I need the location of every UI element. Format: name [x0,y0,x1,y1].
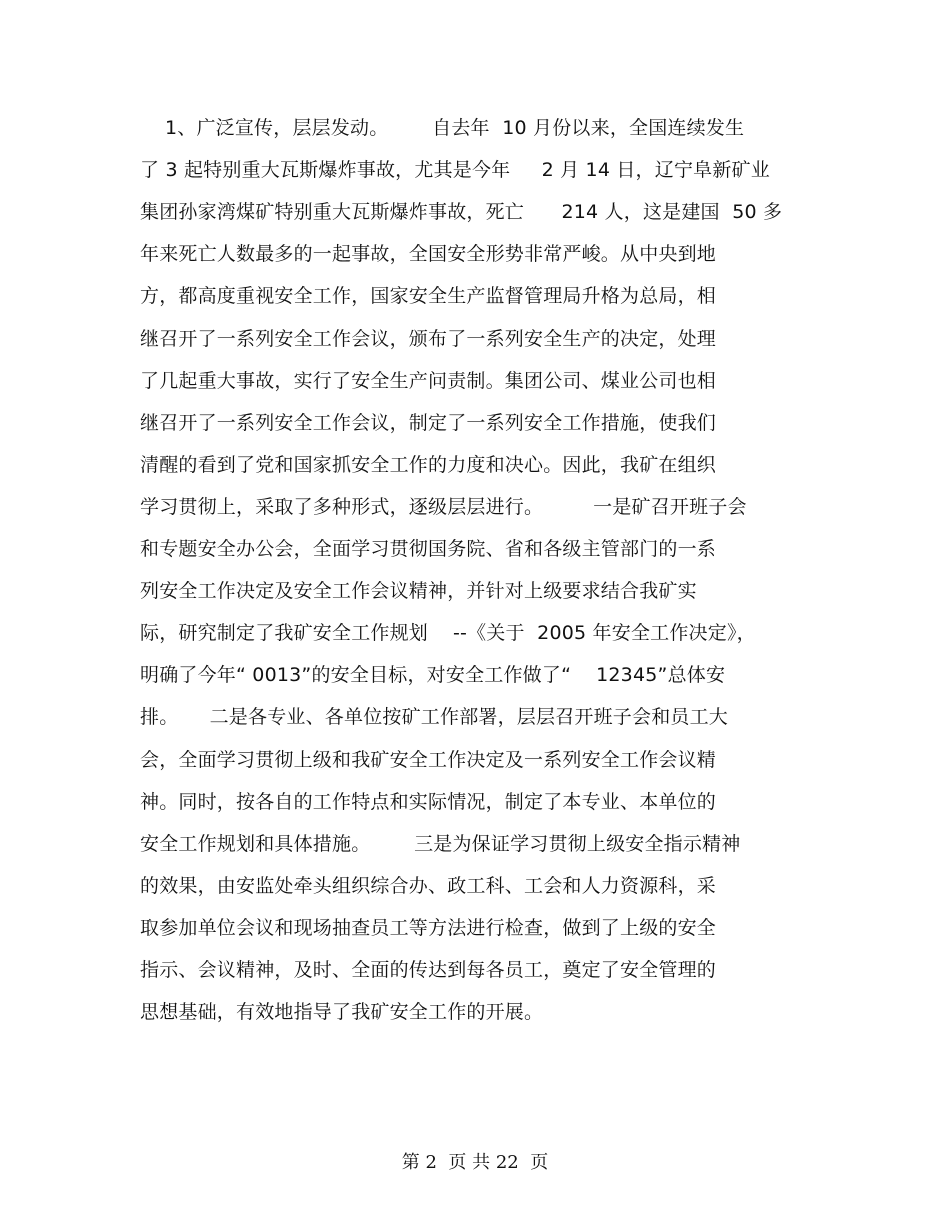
text-line: 际，研究制定了我矿安全工作规划 --《关于 2005 年安全工作决定》， [140,622,756,644]
text-line: 年来死亡人数最多的一起事故，全国安全形势非常严峻。从中央到地 [140,243,717,265]
page-footer: 第 2 页 共 22 页 [401,1152,549,1173]
text-line: 列安全工作决定及安全工作会议精神，并针对上级要求结合我矿实 [140,580,697,602]
text-line: 取参加单位会议和现场抽查员工等方法进行检查，做到了上级的安全 [140,917,717,939]
text-line: 继召开了一系列安全工作会议，颁布了一系列安全生产的决定，处理 [140,328,717,350]
text-line: 的效果，由安监处牵头组织综合办、政工科、工会和人力资源科，采 [140,875,717,897]
text-line: 集团孙家湾煤矿特别重大瓦斯爆炸事故，死亡 214 人，这是建国 50 多 [140,201,783,223]
text-line: 了 3 起特别重大瓦斯爆炸事故，尤其是今年 2 月 14 日，辽宁阜新矿业 [140,159,770,181]
text-line: 安全工作规划和具体措施。 三是为保证学习贯彻上级安全指示精神 [140,833,741,855]
text-line: 指示、会议精神，及时、全面的传达到每各员工，奠定了安全管理的 [140,959,717,981]
text-line: 学习贯彻上，采取了多种形式，逐级层层进行。 一是矿召开班子会 [140,496,747,518]
text-line: 了几起重大事故，实行了安全生产问责制。集团公司、煤业公司也相 [140,370,717,392]
text-line: 方，都高度重视安全工作，国家安全生产监督管理局升格为总局，相 [140,285,717,307]
text-line: 清醒的看到了党和国家抓安全工作的力度和决心。因此，我矿在组织 [140,454,717,476]
text-line: 神。同时，按各自的工作特点和实际情况，制定了本专业、本单位的 [140,791,717,813]
text-line: 明确了今年“ 0013”的安全目标，对安全工作做了“ 12345”总体安 [140,664,726,686]
text-line: 会，全面学习贯彻上级和我矿安全工作决定及一系列安全工作会议精 [140,749,717,771]
text-line: 思想基础，有效地指导了我矿安全工作的开展。 [140,1001,544,1023]
text-line: 排。 二是各专业、各单位按矿工作部署，层层召开班子会和员工大 [140,706,728,728]
text-line: 和专题安全办公会，全面学习贯彻国务院、省和各级主管部门的一系 [140,538,717,560]
text-line: 1、广泛宣传，层层发动。 自去年 10 月份以来，全国连续发生 [140,117,745,139]
text-line: 继召开了一系列安全工作会议，制定了一系列安全工作措施，使我们 [140,412,717,434]
